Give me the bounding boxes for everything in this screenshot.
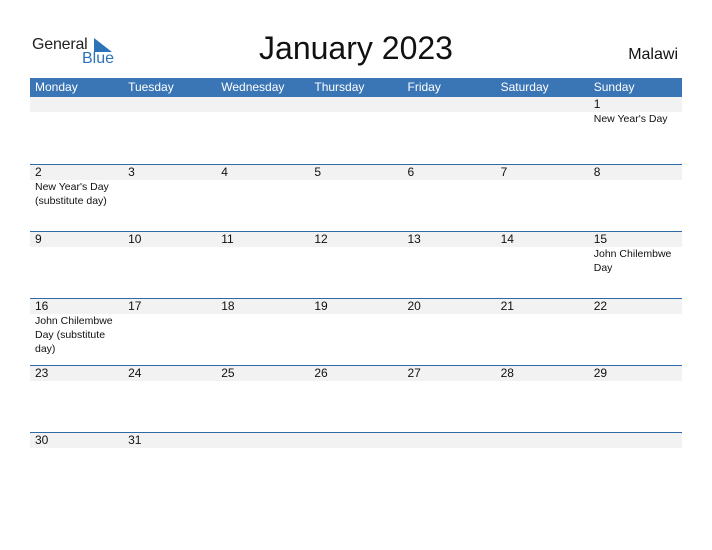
day-number: 28 bbox=[500, 366, 514, 380]
day-cell bbox=[309, 232, 402, 298]
logo-word-blue: Blue bbox=[82, 50, 115, 67]
day-cell bbox=[123, 433, 216, 499]
day-number: 19 bbox=[314, 299, 328, 313]
day-number: 24 bbox=[128, 366, 142, 380]
day-number bbox=[501, 97, 589, 112]
weekday-header-thursday: Thursday bbox=[314, 80, 365, 94]
weekday-header-friday: Friday bbox=[407, 80, 441, 94]
day-number: 20 bbox=[407, 299, 421, 313]
day-number: 22 bbox=[593, 299, 608, 313]
day-cell bbox=[403, 165, 496, 231]
day-number: 14 bbox=[500, 232, 514, 246]
day-number bbox=[594, 433, 682, 448]
day-number: 21 bbox=[500, 299, 514, 313]
day-cell bbox=[123, 299, 216, 365]
day-cell bbox=[30, 366, 123, 432]
day-number: 17 bbox=[128, 299, 142, 313]
day-cell bbox=[403, 433, 496, 499]
day-cell bbox=[403, 366, 496, 432]
day-number bbox=[221, 433, 309, 448]
day-number: 15 bbox=[593, 232, 608, 246]
day-cell bbox=[216, 299, 309, 365]
day-cell bbox=[309, 433, 402, 499]
day-number: 4 bbox=[221, 165, 228, 179]
day-cell bbox=[216, 97, 309, 164]
weekday-header-tuesday: Tuesday bbox=[128, 80, 174, 94]
day-cell bbox=[30, 232, 123, 298]
day-cell bbox=[589, 366, 682, 432]
week-row bbox=[30, 164, 682, 231]
day-number: 11 bbox=[221, 232, 234, 246]
weekday-header-row bbox=[30, 78, 682, 97]
week-row bbox=[30, 97, 682, 164]
day-cell bbox=[30, 433, 123, 499]
day-cell bbox=[496, 232, 589, 298]
day-cell bbox=[309, 299, 402, 365]
day-number bbox=[221, 97, 309, 112]
day-cell bbox=[589, 165, 682, 231]
day-cell bbox=[309, 165, 402, 231]
logo-word-general: General bbox=[32, 36, 88, 53]
day-cell bbox=[123, 165, 216, 231]
weekday-header-wednesday: Wednesday bbox=[221, 80, 285, 94]
day-number bbox=[408, 97, 496, 112]
calendar-grid bbox=[30, 78, 682, 499]
day-cell bbox=[216, 433, 309, 499]
weekday-header-monday: Monday bbox=[35, 80, 78, 94]
day-number: 13 bbox=[407, 232, 421, 246]
day-number bbox=[314, 97, 402, 112]
country-label: Malawi bbox=[628, 46, 678, 63]
day-cell bbox=[403, 232, 496, 298]
weeks-container bbox=[30, 97, 682, 499]
holiday-label: John Chilembwe Day bbox=[593, 248, 672, 274]
weekday-header-sunday: Sunday bbox=[593, 80, 635, 94]
day-number: 3 bbox=[128, 165, 135, 179]
day-cell bbox=[496, 165, 589, 231]
day-cell bbox=[309, 97, 402, 164]
holiday-label: John Chilembwe Day (substitute day) bbox=[35, 315, 113, 355]
day-number: 8 bbox=[593, 165, 601, 179]
day-number: 30 bbox=[35, 433, 49, 447]
day-number: 6 bbox=[407, 165, 415, 179]
day-number: 27 bbox=[407, 366, 421, 380]
day-cell bbox=[123, 232, 216, 298]
day-cell bbox=[589, 433, 682, 499]
day-number bbox=[501, 433, 589, 448]
week-row bbox=[30, 432, 682, 499]
day-number bbox=[408, 433, 496, 448]
day-number: 16 bbox=[35, 299, 49, 313]
day-cell bbox=[496, 299, 589, 365]
day-number: 18 bbox=[221, 299, 235, 313]
day-number: 26 bbox=[314, 366, 328, 380]
day-cell bbox=[496, 97, 589, 164]
day-number: 10 bbox=[128, 232, 142, 246]
day-cell bbox=[123, 97, 216, 164]
week-row bbox=[30, 298, 682, 365]
day-number: 23 bbox=[35, 366, 49, 380]
day-number bbox=[314, 433, 402, 448]
day-number: 7 bbox=[500, 165, 508, 179]
day-number: 5 bbox=[314, 165, 322, 179]
day-number: 31 bbox=[128, 433, 142, 447]
day-cell bbox=[216, 232, 309, 298]
day-cell bbox=[589, 299, 682, 365]
day-cell bbox=[30, 165, 123, 231]
day-number: 1 bbox=[593, 97, 601, 111]
day-cell bbox=[496, 366, 589, 432]
day-cell bbox=[309, 366, 402, 432]
day-number: 9 bbox=[35, 232, 42, 246]
day-number bbox=[128, 97, 216, 112]
holiday-label: New Year's Day bbox=[593, 113, 668, 125]
day-cell bbox=[30, 299, 123, 365]
day-number bbox=[35, 97, 123, 112]
day-cell bbox=[30, 97, 123, 164]
week-row bbox=[30, 231, 682, 298]
week-row bbox=[30, 365, 682, 432]
day-cell bbox=[496, 433, 589, 499]
day-cell bbox=[216, 165, 309, 231]
day-cell bbox=[123, 366, 216, 432]
day-cell bbox=[589, 97, 682, 164]
day-number: 25 bbox=[221, 366, 235, 380]
day-cell bbox=[589, 232, 682, 298]
weekday-header-saturday: Saturday bbox=[500, 80, 549, 94]
day-cell bbox=[403, 299, 496, 365]
holiday-label: New Year's Day (substitute day) bbox=[35, 181, 109, 207]
calendar-title: January 2023 bbox=[259, 30, 453, 66]
day-number: 2 bbox=[35, 165, 42, 179]
day-cell bbox=[403, 97, 496, 164]
day-cell bbox=[216, 366, 309, 432]
day-number: 12 bbox=[314, 232, 328, 246]
day-number: 29 bbox=[593, 366, 608, 380]
